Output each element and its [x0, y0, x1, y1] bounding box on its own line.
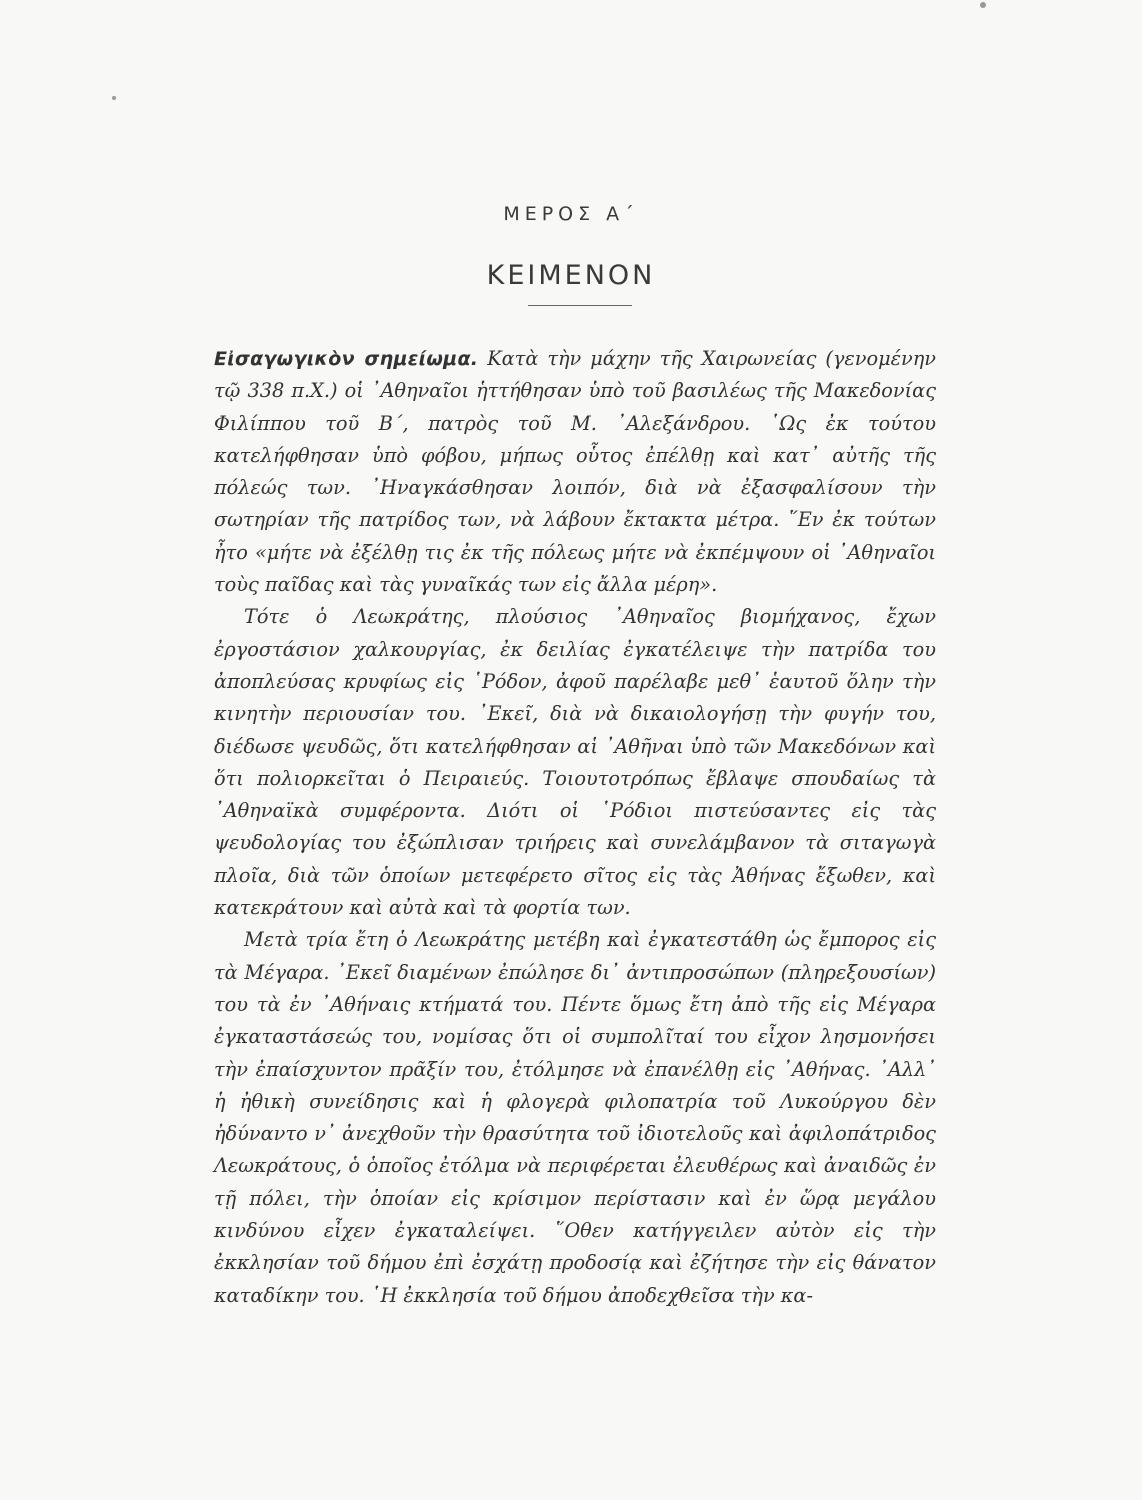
- paragraph: Τότε ὁ Λεωκράτης, πλούσιος ᾿Αθηναῖος βιομήχανος, ἔχων ἐργοστάσιον χαλκουργίας, ἐκ δειλίας ἐγκατέλειψε τὴν πατρίδα του ἀποπλεύσας κρυφίως εἰς ῾Ρόδον, ἀφοῦ παρέλαβε μεθ᾿ ἑαυτοῦ ὅλην τὴν κινητὴν περιουσίαν του. ᾿Εκεῖ, διὰ νὰ δικαιολογήσῃ τὴν φυγήν του, διέδωσε ψευδῶς, ὅτι κατελήφθησαν αἱ ᾿Αθῆναι ὑπὸ τῶν Μακεδόνων καὶ ὅτι πολιορκεῖται ὁ Πειραιεύς. Τοιουτοτρόπως ἔβλαψε σπουδαίως τὰ ᾿Αθηναϊκὰ συμφέροντα. Διότι οἱ ῾Ρόδιοι πιστεύσαντες εἰς τὰς ψευδολογίας του ἐξώπλισαν τριήρεις καὶ συνελάμβανον τὰ σιταγωγὰ πλοῖα, διὰ τῶν ὁποίων μετεφέρετο σῖτος εἰς τὰς Ἀθήνας ἔξωθεν, καὶ κατεκράτουν καὶ αὐτὰ καὶ τὰ φορτία των.: [214, 605, 936, 920]
- ink-speck: [112, 96, 116, 100]
- ink-speck: [980, 2, 986, 8]
- title-rule: [528, 305, 632, 306]
- paragraph: Μετὰ τρία ἔτη ὁ Λεωκράτης μετέβη καὶ ἐγκατεστάθη ὡς ἔμπορος εἰς τὰ Μέγαρα. ᾿Εκεῖ διαμένων ἐπώλησε δι᾿ ἀντιπροσώπων (πληρεξουσίων) του τὰ ἐν ᾿Αθήναις κτήματά του. Πέντε ὅμως ἔτη ἀπὸ τῆς εἰς Μέγαρα ἐγκαταστάσεώς του, νομίσας ὅτι οἱ συμπολῖταί του εἶχον λησμονήσει τὴν ἐπαίσχυντον πρᾶξίν του, ἐτόλμησε νὰ ἐπανέλθῃ εἰς ᾿Αθήνας. ᾿Αλλ᾿ ἡ ἠθικὴ συνείδησις καὶ ἡ φλογερὰ φιλοπατρία τοῦ Λυκούργου δὲν ἠδύναντο ν᾿ ἀνεχθοῦν τὴν θρασύτητα τοῦ ἰδιοτελοῦς καὶ ἀφιλοπάτριδος Λεωκράτους, ὁ ὁποῖος ἐτόλμα νὰ περιφέρεται ἐλευθέρως καὶ ἀναιδῶς ἐν τῇ πόλει, τὴν ὁποίαν εἰς κρίσιμον περίστασιν καὶ ἐν ὥρᾳ μεγάλου κινδύνου εἶχεν ἐγκαταλείψει. ῞Οθεν κατήγγειλεν αὐτὸν εἰς τὴν ἐκκλησίαν τοῦ δήμου ἐπὶ ἐσχάτῃ προδοσίᾳ καὶ ἐζήτησε τὴν εἰς θάνατον καταδίκην του. ῾Η ἐκκλησία τοῦ δήμου ἀποδεχθεῖσα τὴν κα-: [214, 928, 936, 1307]
- intro-text: Κατὰ τὴν μάχην τῆς Χαιρωνείας (γενομένην τῷ 338 π.Χ.) οἱ ᾿Αθηναῖοι ἡττήθησαν ὑπὸ τοῦ βασιλέως τῆς Μακεδονίας Φιλίππου τοῦ Β΄, πατρὸς τοῦ Μ. ᾿Αλεξάνδρου. ῾Ως ἐκ τούτου κατελήφθησαν ὑπὸ φόβου, μήπως οὗτος ἐπέλθῃ καὶ κατ᾿ αὐτῆς τῆς πόλεώς των. ᾿Ηναγκάσθησαν λοιπόν, διὰ νὰ ἐξασφαλίσουν τὴν σωτηρίαν τῆς πατρίδος των, νὰ λάβουν ἔκτακτα μέτρα. ῞Εν ἐκ τούτων ἦτο «μήτε νὰ ἐξέλθῃ τις ἐκ τῆς πόλεως μήτε νὰ ἐκπέμψουν οἱ ᾿Αθηναῖοι τοὺς παῖδας καὶ τὰς γυναῖκάς των εἰς ἄλλα μέρη».: [214, 347, 936, 597]
- intro-lead: Εἰσαγωγικὸν σημείωμα.: [214, 348, 479, 370]
- part-label: ΜΕΡΟΣ Α΄: [503, 203, 639, 225]
- intro-paragraph: [214, 343, 936, 601]
- body-text: [214, 343, 936, 1312]
- page-title: ΚΕΙΜΕΝΟΝ: [486, 260, 656, 291]
